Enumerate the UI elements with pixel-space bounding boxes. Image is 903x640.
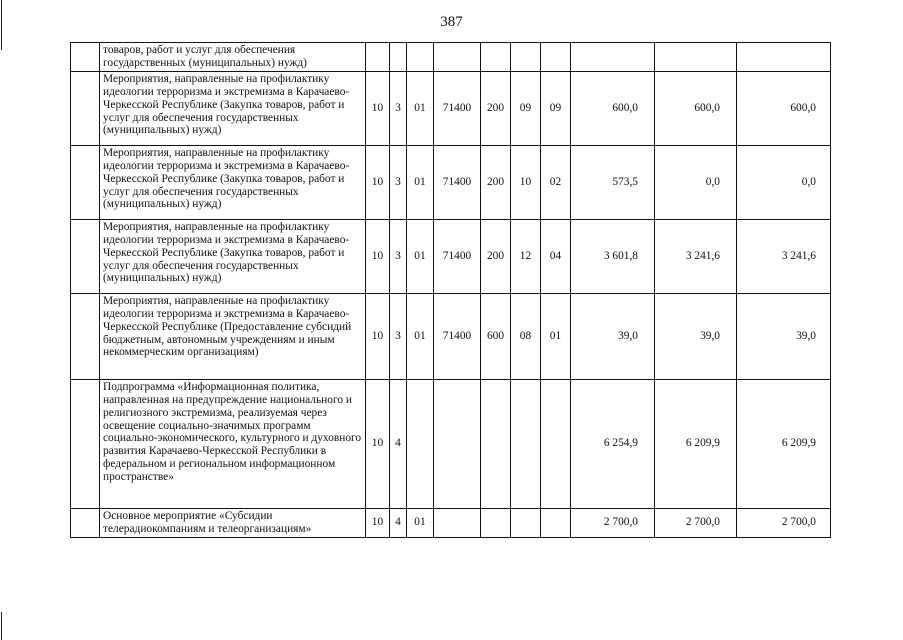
amount-year2-cell [655, 43, 737, 72]
item-name-cell: Мероприятия, направленные на профилактику идеологии терроризма и экстремизма в Карачаево-Черкесской Республике (Закупка товаров, работ и услуг для обеспечения государственных (муниципальных) нужд) [100, 219, 366, 293]
amount-year3-cell: 2 700,0 [737, 508, 831, 537]
direction-code-cell: 71400 [434, 145, 481, 219]
subprogram-code-cell: 4 [390, 379, 407, 508]
direction-code-cell [434, 508, 481, 537]
program-code-cell: 10 [366, 145, 390, 219]
amount-year1-cell: 39,0 [571, 293, 655, 379]
item-name-cell: товаров, работ и услуг для обеспечения государственных (муниципальных) нужд) [100, 43, 366, 72]
amount-year3-cell: 3 241,6 [737, 219, 831, 293]
subsection-cell: 09 [541, 71, 571, 145]
amount-year3-cell: 6 209,9 [737, 379, 831, 508]
event-code-cell [407, 43, 434, 72]
amount-year2-cell: 0,0 [655, 145, 737, 219]
section-cell [511, 43, 541, 72]
event-code-cell: 01 [407, 508, 434, 537]
subsection-cell [541, 508, 571, 537]
amount-year3-cell: 0,0 [737, 145, 831, 219]
program-code-cell: 10 [366, 293, 390, 379]
table-row [71, 145, 831, 219]
section-cell: 10 [511, 145, 541, 219]
section-cell [511, 379, 541, 508]
direction-code-cell: 71400 [434, 293, 481, 379]
item-name-cell: Подпрограмма «Информационная политика, направленная на предупреждение национального и религиозного экстремизма, реализуемая через освещение социально-значимых программ социально-экономического, культурного и духовного развития Карачаево-Черкесской Республики в федеральном и региональном информационном пространстве» [100, 379, 366, 508]
section-cell: 08 [511, 293, 541, 379]
item-name-cell: Основное мероприятие «Субсидии телерадиокомпаниям и телеорганизациям» [100, 508, 366, 537]
table-row [71, 293, 831, 379]
subsection-cell [541, 379, 571, 508]
direction-code-cell [434, 43, 481, 72]
subprogram-code-cell: 4 [390, 508, 407, 537]
section-cell: 09 [511, 71, 541, 145]
amount-year2-cell: 600,0 [655, 71, 737, 145]
event-code-cell [407, 379, 434, 508]
table-row [71, 379, 831, 508]
expense-type-cell [481, 379, 511, 508]
table-row [71, 43, 831, 72]
expense-type-cell [481, 508, 511, 537]
row-number-cell [71, 379, 100, 508]
expense-type-cell: 200 [481, 71, 511, 145]
amount-year2-cell: 3 241,6 [655, 219, 737, 293]
amount-year1-cell [571, 43, 655, 72]
row-number-cell [71, 71, 100, 145]
amount-year1-cell: 2 700,0 [571, 508, 655, 537]
amount-year1-cell: 6 254,9 [571, 379, 655, 508]
program-code-cell: 10 [366, 508, 390, 537]
budget-table [70, 42, 831, 538]
amount-year1-cell: 3 601,8 [571, 219, 655, 293]
amount-year1-cell: 600,0 [571, 71, 655, 145]
amount-year2-cell: 6 209,9 [655, 379, 737, 508]
row-number-cell [71, 219, 100, 293]
row-number-cell [71, 43, 100, 72]
program-code-cell [366, 43, 390, 72]
expense-type-cell: 200 [481, 145, 511, 219]
subprogram-code-cell: 3 [390, 71, 407, 145]
program-code-cell: 10 [366, 219, 390, 293]
direction-code-cell [434, 379, 481, 508]
expense-type-cell: 600 [481, 293, 511, 379]
event-code-cell: 01 [407, 293, 434, 379]
page-number: 387 [440, 14, 463, 30]
table-row [71, 71, 831, 145]
row-number-cell [71, 145, 100, 219]
table-row [71, 508, 831, 537]
subsection-cell [541, 43, 571, 72]
event-code-cell: 01 [407, 145, 434, 219]
direction-code-cell: 71400 [434, 219, 481, 293]
amount-year1-cell: 573,5 [571, 145, 655, 219]
subsection-cell: 02 [541, 145, 571, 219]
subprogram-code-cell: 3 [390, 219, 407, 293]
subprogram-code-cell: 3 [390, 145, 407, 219]
subprogram-code-cell [390, 43, 407, 72]
item-name-cell: Мероприятия, направленные на профилактику идеологии терроризма и экстремизма в Карачаево-Черкесской Республике (Закупка товаров, работ и услуг для обеспечения государственных (муниципальных) нужд) [100, 145, 366, 219]
direction-code-cell: 71400 [434, 71, 481, 145]
section-cell: 12 [511, 219, 541, 293]
expense-type-cell: 200 [481, 219, 511, 293]
item-name-cell: Мероприятия, направленные на профилактику идеологии терроризма и экстремизма в Карачаево-Черкесской Республике (Закупка товаров, работ и услуг для обеспечения государственных (муниципальных) нужд) [100, 71, 366, 145]
row-number-cell [71, 293, 100, 379]
subprogram-code-cell: 3 [390, 293, 407, 379]
amount-year3-cell [737, 43, 831, 72]
amount-year3-cell: 39,0 [737, 293, 831, 379]
amount-year2-cell: 2 700,0 [655, 508, 737, 537]
program-code-cell: 10 [366, 71, 390, 145]
amount-year2-cell: 39,0 [655, 293, 737, 379]
table-row [71, 219, 831, 293]
subsection-cell: 04 [541, 219, 571, 293]
subsection-cell: 01 [541, 293, 571, 379]
item-name-cell: Мероприятия, направленные на профилактику идеологии терроризма и экстремизма в Карачаево-Черкесской Республике (Предоставление субсидий бюджетным, автономным учреждениям и иным некоммерческим организациям) [100, 293, 366, 379]
program-code-cell: 10 [366, 379, 390, 508]
event-code-cell: 01 [407, 71, 434, 145]
event-code-cell: 01 [407, 219, 434, 293]
row-number-cell [71, 508, 100, 537]
amount-year3-cell: 600,0 [737, 71, 831, 145]
section-cell [511, 508, 541, 537]
scan-margin-line [1, 612, 2, 640]
expense-type-cell [481, 43, 511, 72]
